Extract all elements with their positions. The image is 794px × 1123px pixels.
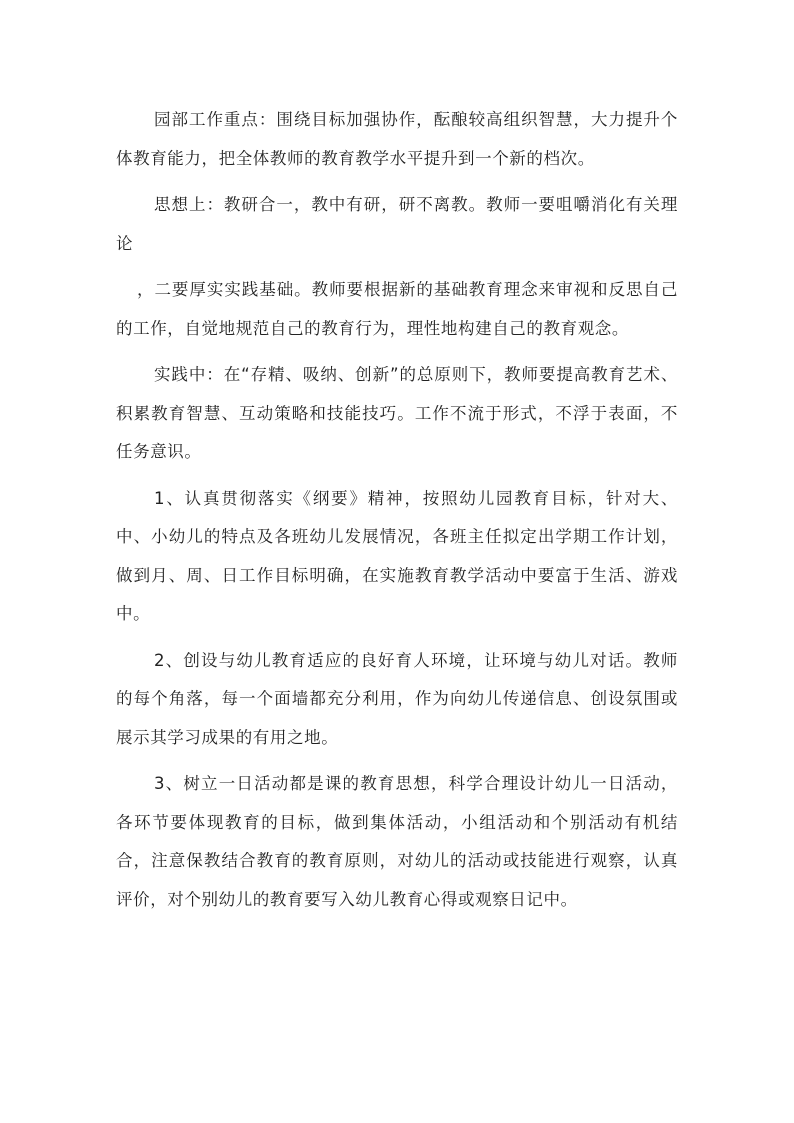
paragraph-focus: 园部工作重点：围绕目标加强协作，酝酿较高组织智慧，大力提升个体教育能力，把全体教师的教育教学水平提升到一个新的档次。: [116, 110, 678, 168]
paragraph-item-1: 1、认真贯彻落实《纲要》精神，按照幼儿园教育目标，针对大、中、小幼儿的特点及各班幼儿发展情况，各班主任拟定出学期工作计划，做到月、周、日工作目标明确，在实施教育教学活动中要富于生活、游戏中。: [116, 488, 678, 623]
paragraph-practice-basis: ，二要厚实实践基础。教师要根据新的基础教育理念来审视和反思自己的工作，自觉地规范自己的教育行为，理性地构建自己的教育观念。: [116, 280, 678, 338]
paragraph-item-3: 3、树立一日活动都是课的教育思想，科学合理设计幼儿一日活动，各环节要体现教育的目标，做到集体活动，小组活动和个别活动有机结合，注意保教结合教育的教育原则，对幼儿的活动或技能进行观察，认真评价，对个别幼儿的教育要写入幼儿教育心得或观察日记中。: [116, 774, 678, 909]
paragraph-thinking: 思想上：教研合一，教中有研，研不离教。教师一要咀嚼消化有关理论: [116, 195, 678, 253]
paragraph-practice: 实践中：在“存精、吸纳、创新”的总原则下，教师要提高教育艺术、积累教育智慧、互动策略和技能技巧。工作不流于形式，不浮于表面，不任务意识。: [116, 365, 678, 461]
paragraph-item-2: 2、创设与幼儿教育适应的良好育人环境，让环境与幼儿对话。教师的每个角落，每一个面墙都充分利用，作为向幼儿传递信息、创设氛围或展示其学习成果的有用之地。: [116, 650, 678, 747]
document-body: [116, 101, 678, 927]
